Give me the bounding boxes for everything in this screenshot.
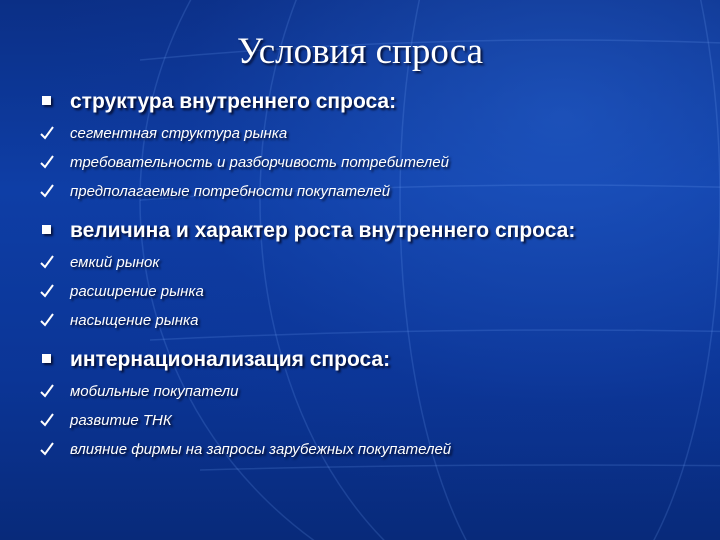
list-item — [40, 282, 700, 302]
list-item-text: развитие ТНК — [70, 412, 172, 429]
checkmark-bullet-icon — [40, 284, 54, 298]
square-bullet-icon — [42, 96, 51, 105]
list-item — [40, 411, 700, 431]
list-item-text: мобильные покупатели — [70, 383, 239, 400]
list-item-text: влияние фирмы на запросы зарубежных покупателей — [70, 441, 452, 458]
section-heading — [40, 346, 700, 374]
checkmark-bullet-icon — [40, 442, 54, 456]
list-item-text: требовательность и разборчивость потребителей — [70, 154, 449, 171]
slide-title: Условия спроса — [236, 31, 484, 72]
section-heading — [40, 88, 700, 116]
square-bullet-icon — [42, 225, 51, 234]
checkmark-bullet-icon — [40, 184, 54, 198]
square-bullet-icon — [42, 354, 51, 363]
checkmark-bullet-icon — [40, 255, 54, 269]
checkmark-bullet-icon — [40, 155, 54, 169]
list-item — [40, 382, 700, 402]
list-item — [40, 440, 700, 460]
section-heading-text: величина и характер роста внутреннего спроса: — [70, 219, 576, 242]
list-item-text: предполагаемые потребности покупателей — [70, 183, 391, 200]
section-heading — [40, 217, 700, 245]
checkmark-bullet-icon — [40, 126, 54, 140]
checkmark-bullet-icon — [40, 413, 54, 427]
list-item — [40, 124, 700, 144]
checkmark-bullet-icon — [40, 313, 54, 327]
list-item — [40, 182, 700, 202]
section-heading-text: структура внутреннего спроса: — [70, 90, 397, 113]
bullet-list — [40, 88, 700, 469]
section-heading-text: интернационализация спроса: — [70, 348, 391, 371]
list-item — [40, 253, 700, 273]
list-item-text: насыщение рынка — [70, 312, 199, 329]
list-item-text: сегментная структура рынка — [70, 125, 288, 142]
list-item — [40, 153, 700, 173]
list-item-text: расширение рынка — [70, 283, 204, 300]
checkmark-bullet-icon — [40, 384, 54, 398]
list-item — [40, 311, 700, 331]
list-item-text: емкий рынок — [70, 254, 160, 271]
